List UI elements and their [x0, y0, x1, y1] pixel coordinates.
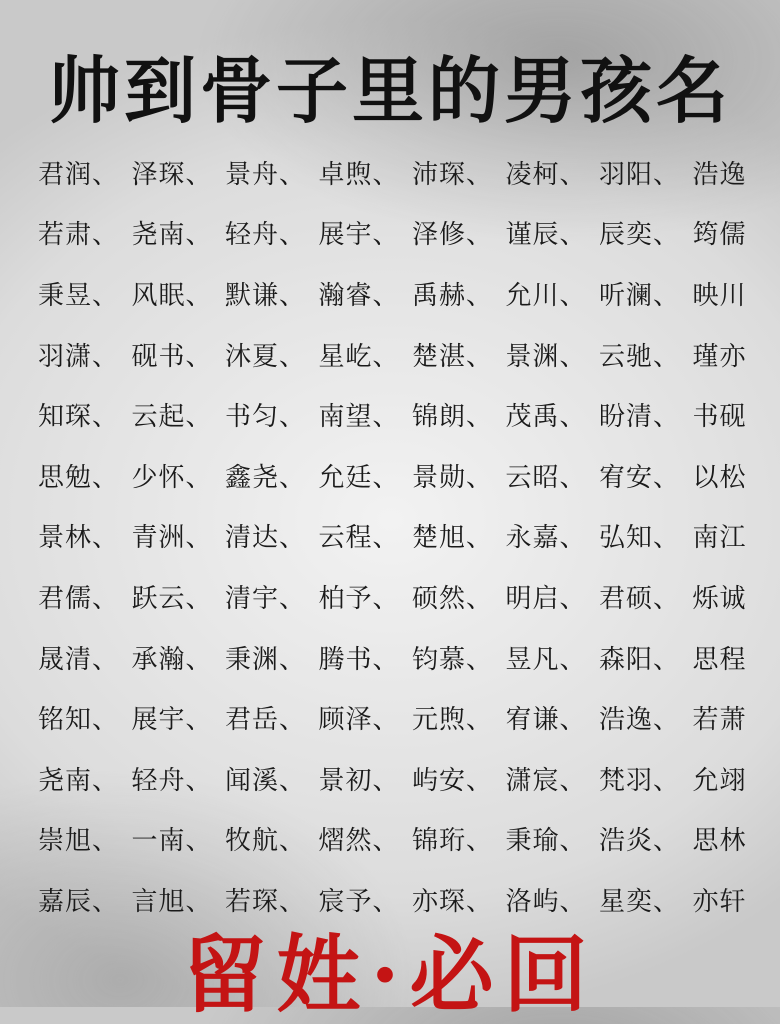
name-item: 思勉、	[38, 457, 132, 494]
name-item: 跃云、	[132, 578, 226, 615]
name-row	[38, 627, 758, 688]
name-item: 景初、	[319, 760, 413, 797]
name-item: 筠儒	[693, 214, 780, 251]
name-item: 听澜、	[599, 275, 693, 312]
name-item: 知琛、	[38, 396, 132, 433]
name-item: 宥安、	[599, 457, 693, 494]
name-item: 浩逸	[693, 154, 780, 191]
name-item: 羽潇、	[38, 336, 132, 373]
name-item: 秉瑜、	[506, 820, 600, 857]
name-item: 泽琛、	[132, 154, 226, 191]
name-item: 书匀、	[225, 396, 319, 433]
name-item: 禹赫、	[412, 275, 506, 312]
name-item: 昱凡、	[506, 639, 600, 676]
name-item: 南望、	[319, 396, 413, 433]
name-item: 卓煦、	[319, 154, 413, 191]
call-to-action: 留姓·必回	[0, 930, 780, 1020]
name-item: 楚湛、	[412, 336, 506, 373]
name-row	[38, 809, 758, 870]
name-item: 秉昱、	[38, 275, 132, 312]
name-item: 崇旭、	[38, 820, 132, 857]
name-item: 君硕、	[599, 578, 693, 615]
page-title: 帅到骨子里的男孩名	[0, 46, 780, 136]
name-item: 风眠、	[132, 275, 226, 312]
names-list	[38, 142, 758, 930]
name-item: 鑫尧、	[225, 457, 319, 494]
name-item: 尧南、	[132, 214, 226, 251]
name-item: 闻溪、	[225, 760, 319, 797]
name-item: 熠然、	[319, 820, 413, 857]
name-item: 一南、	[132, 820, 226, 857]
name-row	[38, 203, 758, 264]
name-item: 思林	[693, 820, 780, 857]
name-item: 景舟、	[225, 154, 319, 191]
name-item: 轻舟、	[132, 760, 226, 797]
name-row	[38, 142, 758, 203]
name-item: 星屹、	[319, 336, 413, 373]
name-item: 烁诚	[693, 578, 780, 615]
name-item: 元煦、	[412, 699, 506, 736]
name-item: 星奕、	[599, 881, 693, 918]
name-item: 森阳、	[599, 639, 693, 676]
name-item: 砚书、	[132, 336, 226, 373]
name-item: 楚旭、	[412, 517, 506, 554]
name-item: 谨辰、	[506, 214, 600, 251]
name-item: 钧慕、	[412, 639, 506, 676]
name-row	[38, 263, 758, 324]
name-item: 盼清、	[599, 396, 693, 433]
name-item: 展宇、	[319, 214, 413, 251]
name-item: 腾书、	[319, 639, 413, 676]
name-item: 顾泽、	[319, 699, 413, 736]
name-item: 亦琛、	[412, 881, 506, 918]
name-item: 瀚睿、	[319, 275, 413, 312]
name-item: 嘉辰、	[38, 881, 132, 918]
name-item: 沐夏、	[225, 336, 319, 373]
name-item: 书砚	[693, 396, 780, 433]
name-item: 浩炎、	[599, 820, 693, 857]
name-item: 柏予、	[319, 578, 413, 615]
name-row	[38, 324, 758, 385]
name-item: 云起、	[132, 396, 226, 433]
name-item: 若肃、	[38, 214, 132, 251]
name-item: 南江	[693, 517, 780, 554]
name-item: 展宇、	[132, 699, 226, 736]
name-row	[38, 506, 758, 567]
name-item: 允廷、	[319, 457, 413, 494]
name-item: 思程	[693, 639, 780, 676]
name-item: 若萧	[693, 699, 780, 736]
name-item: 青洲、	[132, 517, 226, 554]
name-item: 云驰、	[599, 336, 693, 373]
name-row	[38, 566, 758, 627]
name-item: 君岳、	[225, 699, 319, 736]
name-item: 轻舟、	[225, 214, 319, 251]
name-row	[38, 445, 758, 506]
name-item: 硕然、	[412, 578, 506, 615]
name-item: 瑾亦	[693, 336, 780, 373]
name-item: 允翊	[693, 760, 780, 797]
name-item: 屿安、	[412, 760, 506, 797]
name-item: 若琛、	[225, 881, 319, 918]
name-item: 凌柯、	[506, 154, 600, 191]
name-item: 承瀚、	[132, 639, 226, 676]
name-item: 少怀、	[132, 457, 226, 494]
name-item: 云昭、	[506, 457, 600, 494]
name-item: 景渊、	[506, 336, 600, 373]
name-item: 以松	[693, 457, 780, 494]
name-item: 云程、	[319, 517, 413, 554]
name-item: 默谦、	[225, 275, 319, 312]
name-item: 君润、	[38, 154, 132, 191]
name-item: 晟清、	[38, 639, 132, 676]
name-item: 牧航、	[225, 820, 319, 857]
name-item: 铭知、	[38, 699, 132, 736]
name-item: 沛琛、	[412, 154, 506, 191]
name-item: 泽修、	[412, 214, 506, 251]
name-item: 辰奕、	[599, 214, 693, 251]
name-item: 景勋、	[412, 457, 506, 494]
name-row	[38, 384, 758, 445]
name-item: 锦珩、	[412, 820, 506, 857]
name-item: 映川	[693, 275, 780, 312]
name-row	[38, 748, 758, 809]
name-item: 言旭、	[132, 881, 226, 918]
name-item: 君儒、	[38, 578, 132, 615]
name-item: 允川、	[506, 275, 600, 312]
name-item: 浩逸、	[599, 699, 693, 736]
name-row	[38, 687, 758, 748]
name-item: 弘知、	[599, 517, 693, 554]
name-item: 景林、	[38, 517, 132, 554]
name-item: 宸予、	[319, 881, 413, 918]
name-item: 宥谦、	[506, 699, 600, 736]
name-item: 潇宸、	[506, 760, 600, 797]
name-item: 秉渊、	[225, 639, 319, 676]
name-item: 明启、	[506, 578, 600, 615]
name-item: 羽阳、	[599, 154, 693, 191]
name-item: 亦轩	[693, 881, 780, 918]
name-item: 梵羽、	[599, 760, 693, 797]
name-item: 永嘉、	[506, 517, 600, 554]
name-item: 清达、	[225, 517, 319, 554]
name-item: 洛屿、	[506, 881, 600, 918]
name-item: 尧南、	[38, 760, 132, 797]
name-item: 锦朗、	[412, 396, 506, 433]
name-row	[38, 869, 758, 930]
name-item: 清宇、	[225, 578, 319, 615]
name-item: 茂禹、	[506, 396, 600, 433]
